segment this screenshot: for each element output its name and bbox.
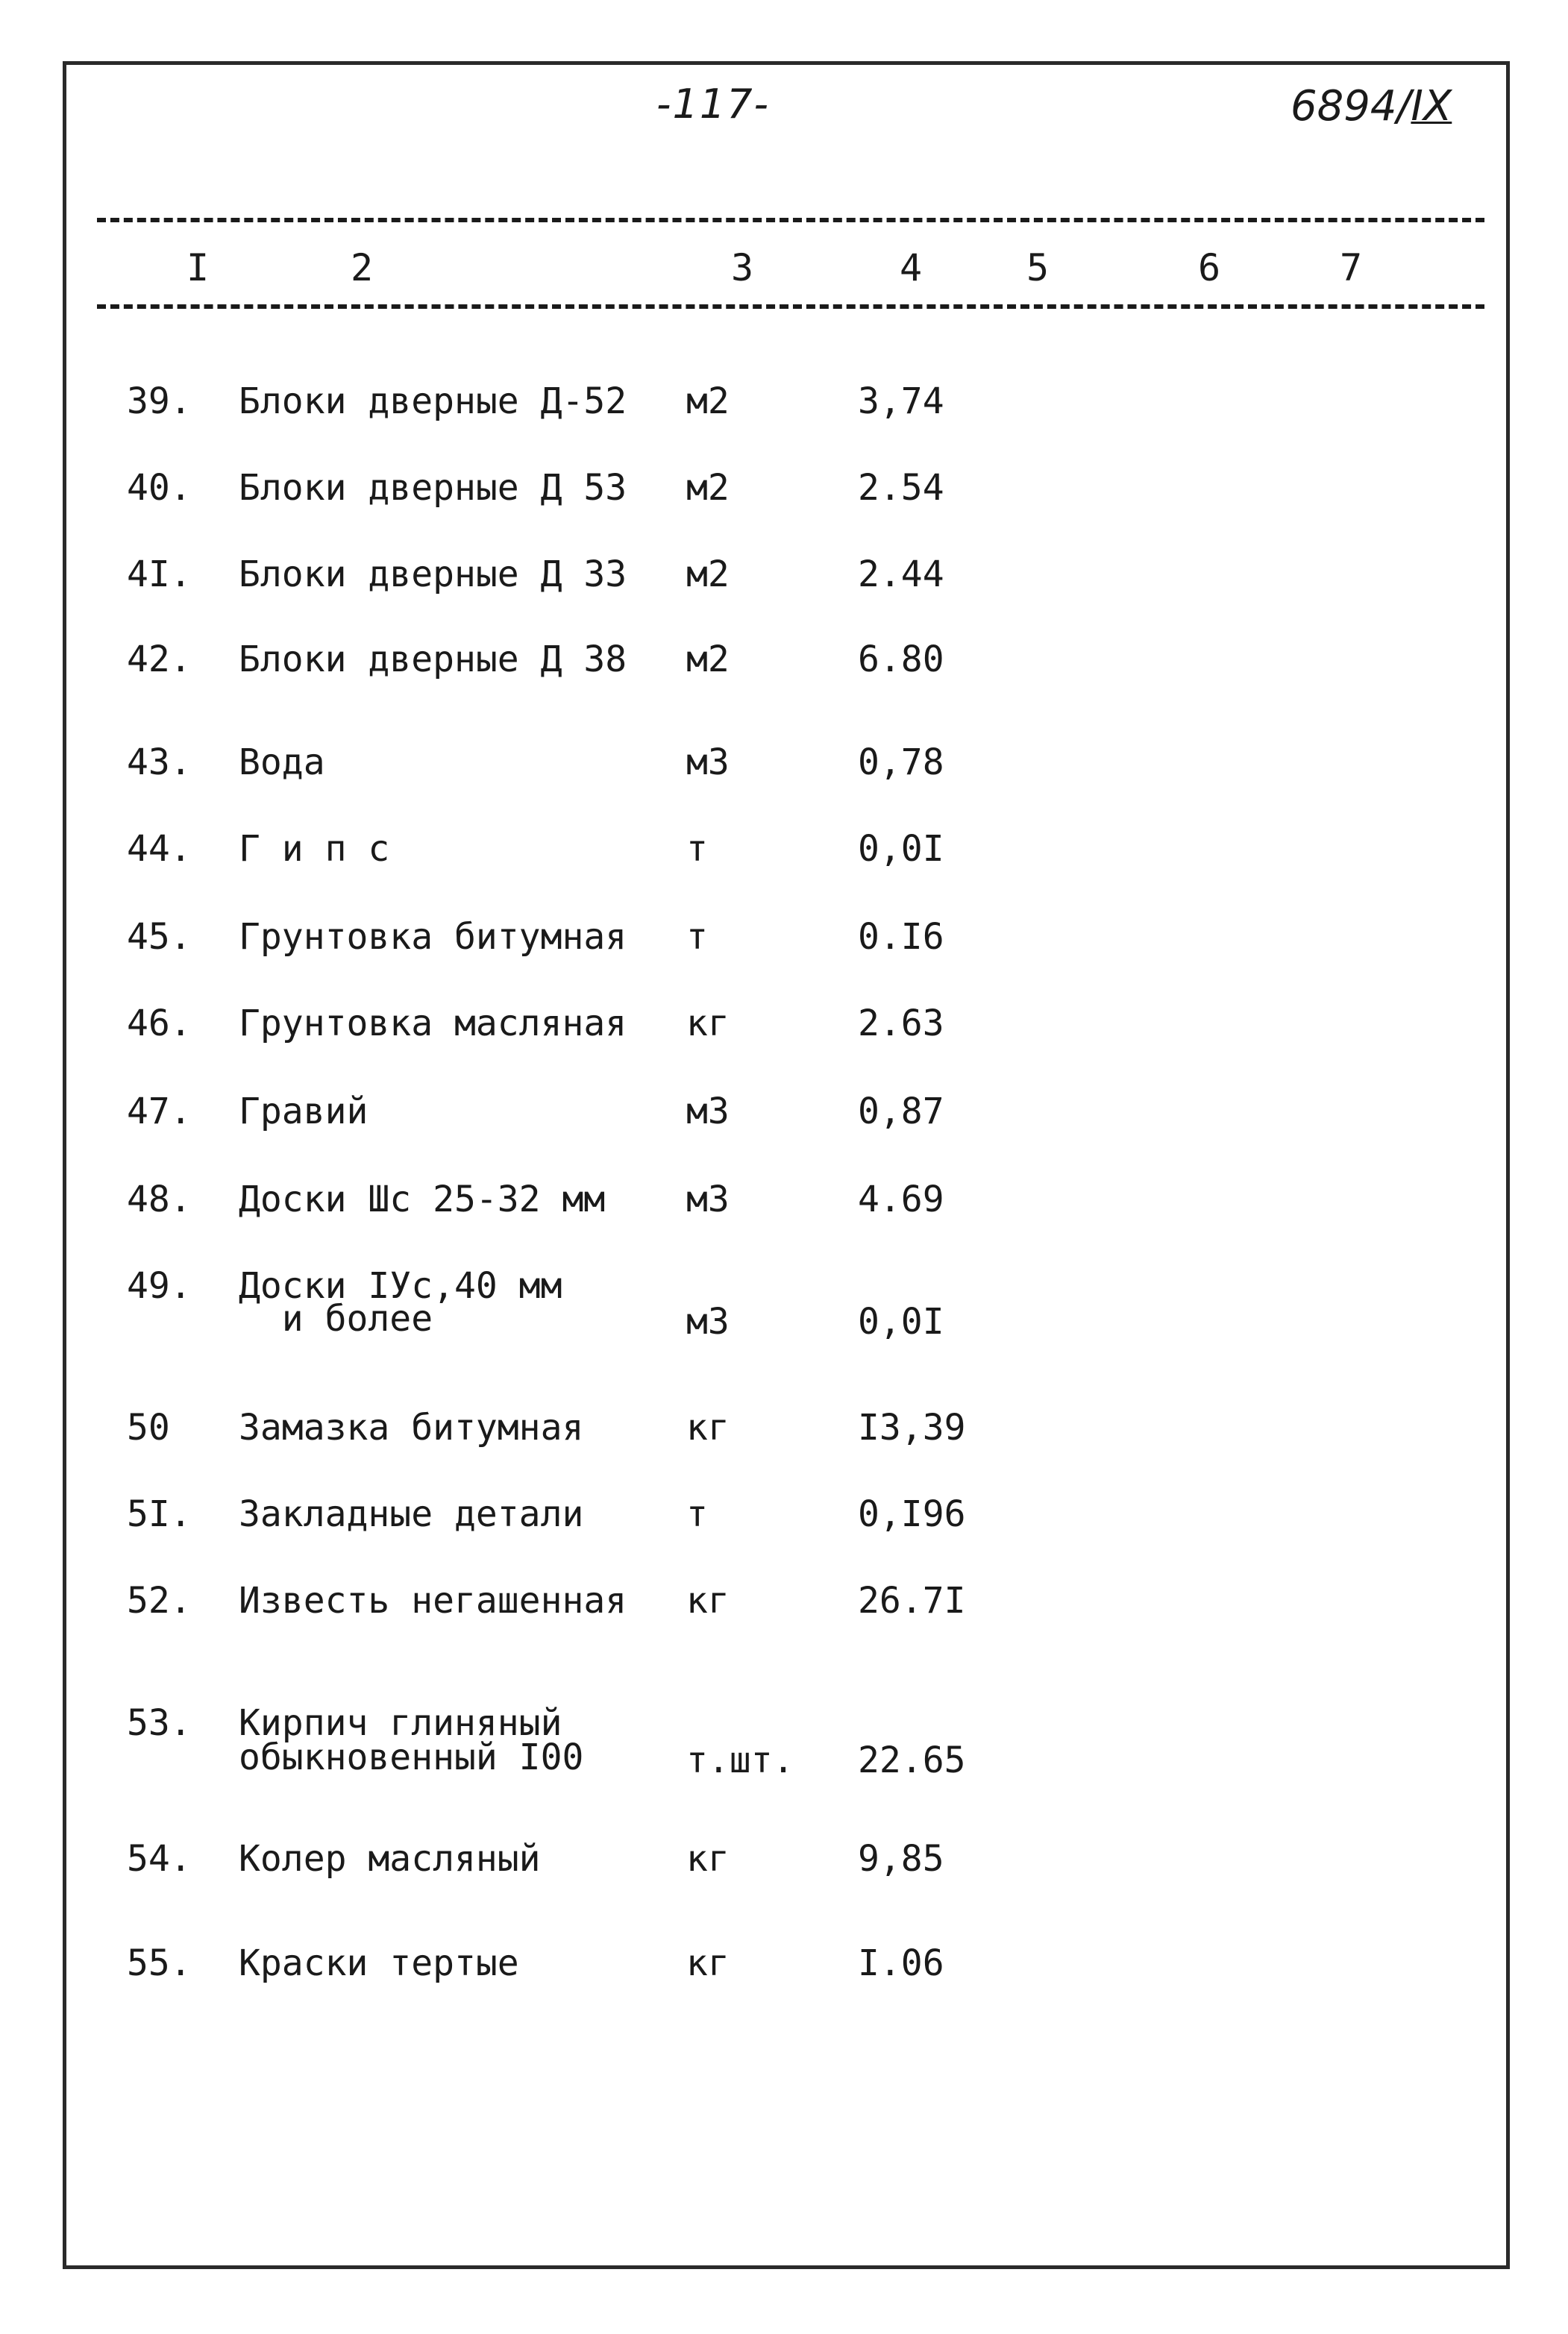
document-code-suffix: IX: [1411, 82, 1452, 131]
quantity: 3,74: [858, 380, 944, 422]
quantity: 0,78: [858, 741, 944, 783]
header-bottom-rule: [97, 304, 1484, 309]
row-number: 47.: [127, 1091, 192, 1132]
material-name: Грунтовка битумная: [239, 916, 627, 958]
row-number: 46.: [127, 1003, 192, 1044]
quantity: I.06: [858, 1942, 944, 1984]
quantity: 0,87: [858, 1091, 944, 1132]
quantity: 0.I6: [858, 916, 944, 958]
document-code-main: 6894/: [1291, 82, 1411, 131]
row-number: 49.: [127, 1265, 192, 1307]
quantity: 26.7I: [858, 1580, 966, 1622]
material-name: Вода: [239, 741, 325, 783]
row-number: 50: [127, 1407, 170, 1449]
column-header-1: I: [186, 246, 210, 289]
material-name: Доски Шс 25-32 мм: [239, 1179, 606, 1220]
quantity: 9,85: [858, 1838, 944, 1880]
unit: т.шт.: [686, 1739, 794, 1781]
unit: м2: [686, 467, 730, 509]
column-header-2: 2: [351, 246, 374, 289]
column-header-5: 5: [1026, 246, 1050, 289]
row-number: 4I.: [127, 553, 192, 595]
column-header-7: 7: [1340, 246, 1363, 289]
row-number: 48.: [127, 1179, 192, 1220]
material-name: Известь негашенная: [239, 1580, 627, 1622]
unit: т: [686, 1493, 708, 1535]
material-name: Колер масляный: [239, 1838, 541, 1880]
quantity: 2.54: [858, 467, 944, 509]
quantity: 0,0I: [858, 828, 944, 870]
page-number: -117-: [656, 81, 771, 128]
column-header-4: 4: [900, 246, 923, 289]
row-number: 54.: [127, 1838, 192, 1880]
material-name: Блоки дверные Д 38: [239, 639, 627, 680]
material-name: Краски тертые: [239, 1942, 519, 1984]
quantity: 0,I96: [858, 1493, 966, 1535]
row-number: 42.: [127, 639, 192, 680]
material-name: Гравий: [239, 1091, 369, 1132]
material-name: Блоки дверные Д 33: [239, 553, 627, 595]
unit: т: [686, 828, 708, 870]
material-name: Блоки дверные Д-52: [239, 380, 627, 422]
material-name: Замазка битумная: [239, 1407, 584, 1449]
quantity: I3,39: [858, 1407, 966, 1449]
quantity: 6.80: [858, 639, 944, 680]
row-number: 53.: [127, 1702, 192, 1744]
row-number: 45.: [127, 916, 192, 958]
material-name: Г и п с: [239, 828, 390, 870]
quantity: 4.69: [858, 1179, 944, 1220]
material-name: Грунтовка масляная: [239, 1003, 627, 1044]
material-name-continued: обыкновенный I00: [239, 1737, 584, 1778]
quantity: 2.63: [858, 1003, 944, 1044]
row-number: 40.: [127, 467, 192, 509]
material-name: Закладные детали: [239, 1493, 584, 1535]
unit: кг: [686, 1838, 730, 1880]
column-header-6: 6: [1198, 246, 1221, 289]
material-name-continued: и более: [239, 1298, 433, 1340]
unit: м2: [686, 380, 730, 422]
unit: кг: [686, 1580, 730, 1622]
document-code: [1291, 82, 1452, 131]
row-number: 39.: [127, 380, 192, 422]
unit: м3: [686, 1091, 730, 1132]
header-top-rule: [97, 218, 1484, 222]
quantity: 2.44: [858, 553, 944, 595]
unit: кг: [686, 1003, 730, 1044]
unit: м3: [686, 1179, 730, 1220]
material-name: Блоки дверные Д 53: [239, 467, 627, 509]
unit: т: [686, 916, 708, 958]
row-number: 5I.: [127, 1493, 192, 1535]
quantity: 0,0I: [858, 1301, 944, 1343]
column-header-3: 3: [731, 246, 754, 289]
row-number: 44.: [127, 828, 192, 870]
unit: м3: [686, 741, 730, 783]
unit: м2: [686, 553, 730, 595]
unit: кг: [686, 1942, 730, 1984]
row-number: 55.: [127, 1942, 192, 1984]
unit: м3: [686, 1301, 730, 1343]
unit: кг: [686, 1407, 730, 1449]
row-number: 43.: [127, 741, 192, 783]
unit: м2: [686, 639, 730, 680]
row-number: 52.: [127, 1580, 192, 1622]
quantity: 22.65: [858, 1739, 966, 1781]
material-name: Доски IУс,40 мм: [239, 1265, 562, 1307]
material-name: Кирпич глиняный: [239, 1702, 562, 1744]
